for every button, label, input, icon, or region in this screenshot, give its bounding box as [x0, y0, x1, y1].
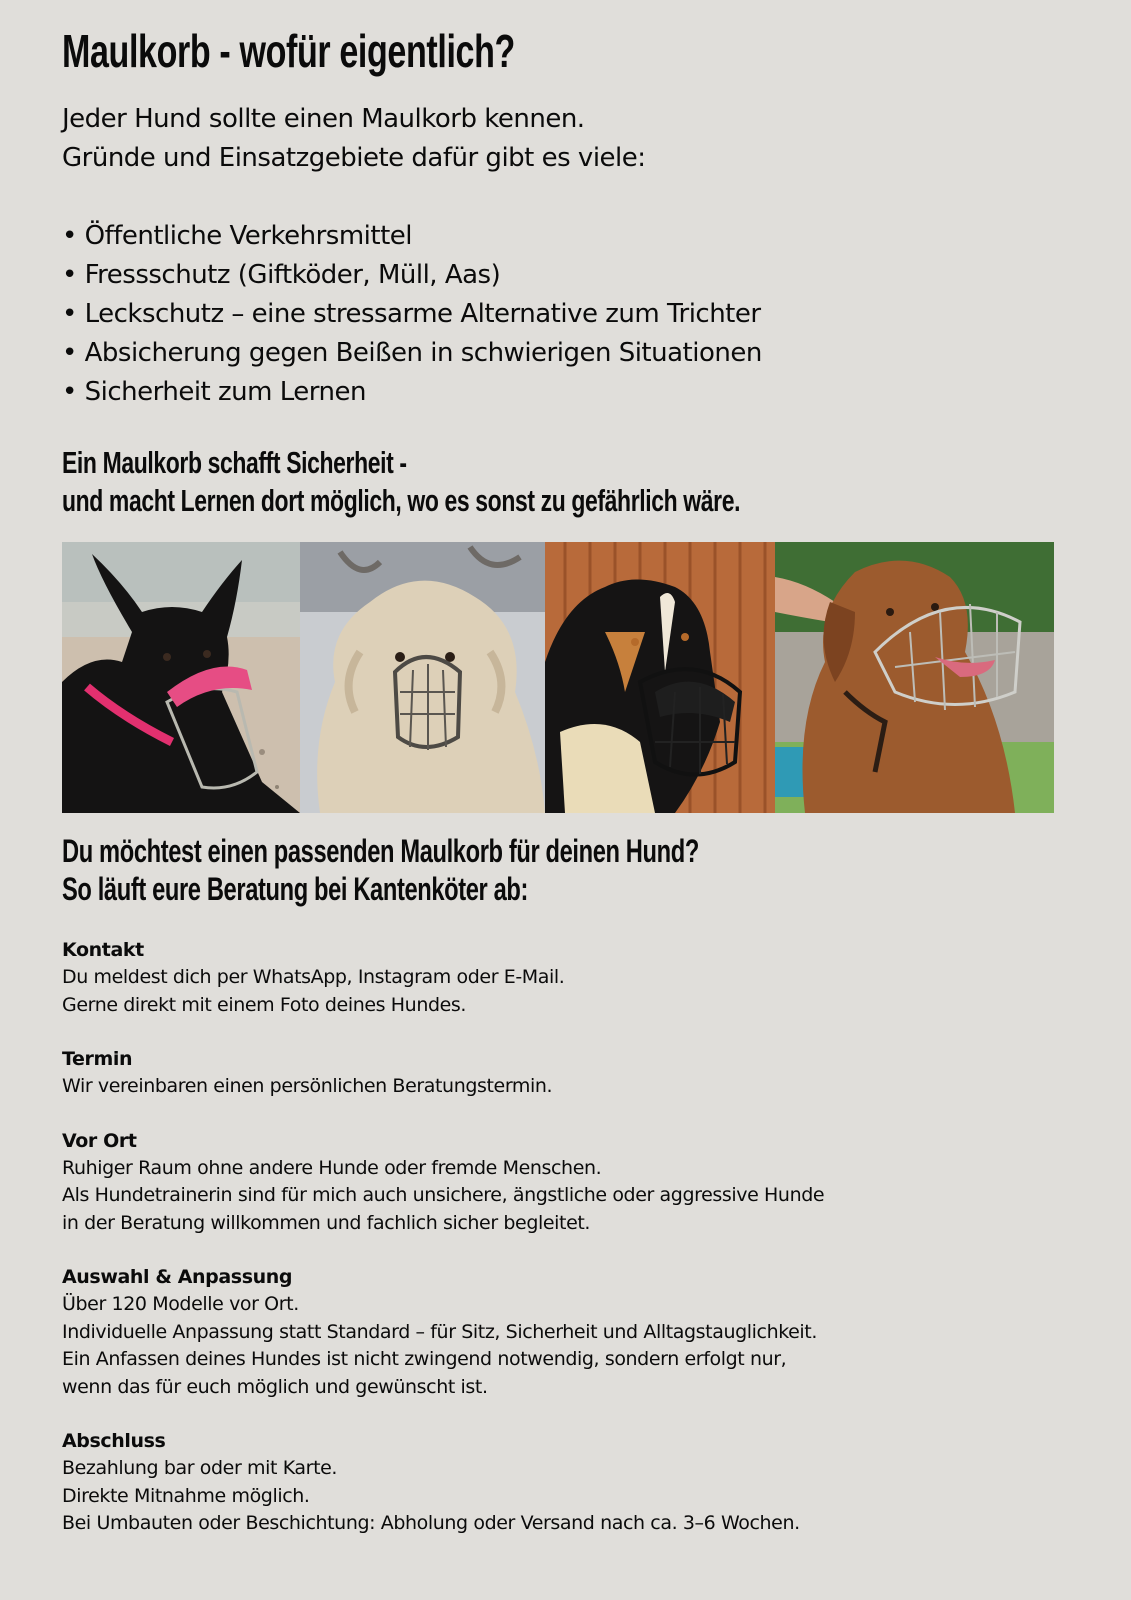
photo-black-dog-pink-muzzle: [62, 542, 300, 813]
photo-fluffy-dog-wire-muzzle: [300, 542, 545, 813]
step-title: Abschluss: [62, 1430, 166, 1452]
step-vor-ort: [62, 1128, 1062, 1238]
step-auswahl: [62, 1264, 1062, 1401]
consult-line: Du möchtest einen passenden Maulkorb für deinen Hund?: [62, 833, 699, 869]
step-title: Kontakt: [62, 939, 144, 961]
step-kontakt: [62, 937, 1062, 1019]
consult-heading: [62, 832, 699, 908]
list-item: • Öffentliche Verkehrsmittel: [62, 217, 762, 256]
step-abschluss: [62, 1428, 1062, 1538]
claim-line: Ein Maulkorb schafft Sicherheit -: [62, 445, 407, 480]
step-line: Wir vereinbaren einen persönlichen Beratungstermin.: [62, 1075, 553, 1097]
consult-line: So läuft eure Beratung bei Kantenköter ab:: [62, 871, 529, 907]
step-title: Auswahl & Anpassung: [62, 1266, 293, 1288]
list-item: • Leckschutz – eine stressarme Alternative zum Trichter: [62, 295, 762, 334]
step-line: Individuelle Anpassung statt Standard – für Sitz, Sicherheit und Alltagstauglichkeit.: [62, 1320, 817, 1343]
claim-heading: [62, 444, 740, 520]
list-item: • Fressschutz (Giftköder, Müll, Aas): [62, 256, 762, 295]
photo-strip: [62, 542, 1054, 813]
step-line: Du meldest dich per WhatsApp, Instagram oder E-Mail.: [62, 966, 565, 988]
consult-steps: [62, 937, 1062, 1565]
step-line: Ein Anfassen deines Hundes ist nicht zwingend notwendig, sondern erfolgt nur,: [62, 1348, 787, 1370]
step-line: Als Hundetrainerin sind für mich auch unsichere, ängstliche oder aggressive Hunde: [62, 1184, 825, 1206]
photo-tricolor-dog-wire-muzzle: [545, 542, 775, 813]
step-title: Vor Ort: [62, 1129, 137, 1152]
intro-line: Jeder Hund sollte einen Maulkorb kennen.: [62, 104, 585, 134]
intro-text: [62, 100, 1062, 178]
step-line: Gerne direkt mit einem Foto deines Hundes.: [62, 993, 467, 1016]
step-line: Über 120 Modelle vor Ort.: [62, 1293, 299, 1315]
list-item: • Absicherung gegen Beißen in schwierigen Situationen: [62, 334, 762, 373]
step-line: Ruhiger Raum ohne andere Hunde oder fremde Menschen.: [62, 1156, 602, 1179]
step-line: wenn das für euch möglich und gewünscht ist.: [62, 1375, 488, 1398]
claim-line: und macht Lernen dort möglich, wo es sonst zu gefährlich wäre.: [62, 483, 741, 518]
step-termin: [62, 1046, 1062, 1101]
page-title: Maulkorb - wofür eigentlich?: [62, 25, 515, 77]
step-title: Termin: [62, 1048, 133, 1070]
step-line: Bei Umbauten oder Beschichtung: Abholung oder Versand nach ca. 3–6 Wochen.: [62, 1512, 800, 1534]
photo-brown-dog-wire-muzzle: [775, 542, 1054, 813]
step-line: Bezahlung bar oder mit Karte.: [62, 1457, 338, 1479]
intro-line: Gründe und Einsatzgebiete dafür gibt es viele:: [62, 143, 646, 173]
list-item: • Sicherheit zum Lernen: [62, 373, 762, 412]
step-line: Direkte Mitnahme möglich.: [62, 1484, 310, 1507]
step-line: in der Beratung willkommen und fachlich sicher begleitet.: [62, 1211, 591, 1234]
reasons-list: [62, 217, 762, 412]
